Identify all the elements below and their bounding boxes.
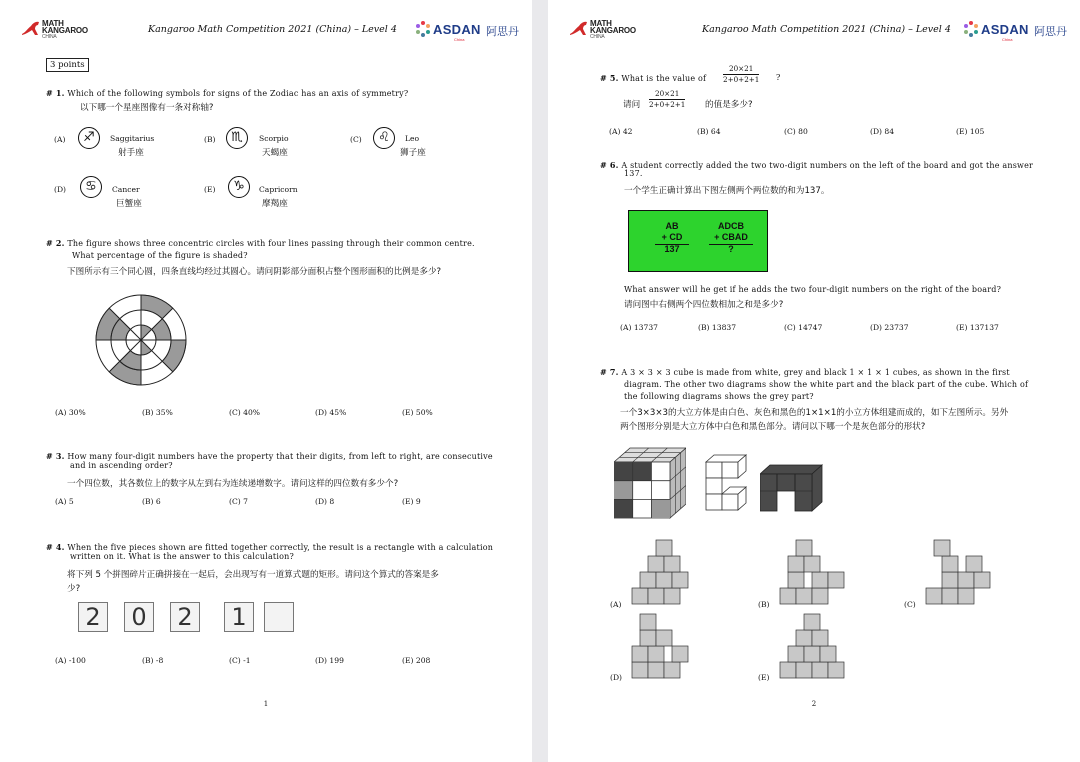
q2-chinese: 下图所示有三个同心圆，四条直线均经过其圆心。请问阴影部分面积占整个图形面积的比例是多少? — [67, 267, 442, 277]
q7-number: # 7. — [600, 367, 619, 377]
logo-line-math: MATH — [42, 19, 64, 28]
q1-option-d-en: Cancer — [112, 185, 140, 194]
q1-option-d-letter: (D) — [54, 185, 67, 194]
header-title: Kangaroo Math Competition 2021 (China) – Level 4 — [148, 24, 397, 35]
q6-number: # 6. — [600, 160, 619, 170]
sagittarius-icon: ♐ — [78, 127, 100, 149]
page-number: 1 — [263, 700, 269, 708]
q1-option-c-letter: (C) — [350, 135, 362, 144]
option-b-figure — [776, 536, 848, 608]
asdan-logo — [414, 20, 519, 42]
board-137: 137 — [664, 244, 680, 254]
q7-text — [600, 367, 1010, 377]
logo-line-math: MATH — [590, 19, 612, 28]
q1-option-c-cn: 狮子座 — [400, 148, 426, 158]
leo-icon: ♌ — [373, 127, 395, 149]
q4-chinese-2: 少? — [67, 584, 81, 594]
asdan-sub: China — [1002, 37, 1013, 42]
q5-question-mark: ? — [776, 73, 781, 82]
q2-option-b: (B) 35% — [142, 408, 173, 417]
q3-option-e: (E) 9 — [402, 497, 421, 506]
q7-option-d: (D) — [610, 673, 623, 682]
logo-line-kangaroo: KANGAROO — [42, 26, 88, 35]
q4-option-d: (D) 199 — [315, 656, 344, 665]
q5-option-b: (B) 64 — [697, 127, 721, 136]
asdan-logo — [962, 20, 1067, 42]
option-a-figure — [628, 536, 700, 608]
q1-option-e-letter: (E) — [204, 185, 216, 194]
q5-option-d: (D) 84 — [870, 127, 895, 136]
q2-number: # 2. — [46, 238, 65, 248]
q7-english-2: diagram. The other two diagrams show the white part and the black part of the cube. Which of — [624, 380, 1029, 389]
q4-english-2: written on it. What is the answer to this calculation? — [70, 552, 294, 561]
q5-chinese-pre: 请问 — [623, 100, 641, 110]
q5-chinese-post: 的值是多少? — [705, 100, 753, 110]
q7-english-1: A 3 × 3 × 3 cube is made from white, grey and black 1 × 1 × 1 cubes, as shown in the first — [621, 368, 1010, 377]
q1-english: Which of the following symbols for signs of the Zodiac has an axis of symmetry? — [67, 89, 409, 98]
q3-option-c: (C) 7 — [229, 497, 248, 506]
asdan-dots-icon — [414, 20, 432, 38]
scorpio-icon: ♏ — [226, 127, 248, 149]
puzzle-piece: 2 — [170, 602, 200, 632]
q4-option-b: (B) -8 — [142, 656, 164, 665]
q2-option-c: (C) 40% — [229, 408, 261, 417]
q6-english-1: A student correctly added the two two-digit numbers on the left of the board and got the answer — [621, 161, 1034, 170]
page-header — [0, 14, 532, 48]
q1-option-a-cn: 射手座 — [118, 148, 144, 158]
q2-text — [46, 238, 475, 248]
q7-chinese-2: 两个图形分别是大立方体中白色和黑色部分。请问以下哪一个是灰色部分的形状? — [620, 422, 926, 432]
black-part-figure — [760, 460, 832, 516]
q6-option-e: (E) 137137 — [956, 323, 999, 332]
q1-option-e-cn: 摩羯座 — [262, 199, 288, 209]
option-d-figure — [628, 610, 700, 682]
asdan-sub: China — [454, 37, 465, 42]
q7-option-e: (E) — [758, 673, 770, 682]
asdan-dots-icon — [962, 20, 980, 38]
asdan-wordmark: ASDAN — [981, 22, 1029, 37]
math-kangaroo-logo — [20, 18, 100, 42]
logo-line-kangaroo: KANGAROO — [590, 26, 636, 35]
points-label: 3 points — [46, 58, 89, 72]
page-1 — [0, 0, 532, 762]
q5-number: # 5. — [600, 73, 619, 83]
white-part-figure — [702, 452, 750, 516]
puzzle-piece: 2 — [78, 602, 108, 632]
cancer-icon: ♋ — [80, 176, 102, 198]
q1-number: # 1. — [46, 88, 65, 98]
q5-fraction — [723, 64, 759, 85]
q6-english-3: What answer will he get if he adds the two four-digit numbers on the right of the board? — [624, 285, 1002, 294]
board-unknown: ? — [728, 244, 734, 254]
q7-chinese-1: 一个3×3×3的大立方体是由白色、灰色和黑色的1×1×1的小立方体组建而成的，如下左图所示。另外 — [620, 408, 1009, 418]
q5-option-a: (A) 42 — [609, 127, 633, 136]
q4-english-1: When the five pieces shown are fitted together correctly, the result is a rectangle with a calculation — [67, 543, 494, 552]
q5-fraction-cn — [649, 89, 685, 110]
q2-option-a: (A) 30% — [55, 408, 86, 417]
full-cube-figure — [614, 446, 686, 520]
q3-option-d: (D) 8 — [315, 497, 335, 506]
q6-english-2: 137. — [624, 169, 643, 178]
q6-option-b: (B) 13837 — [698, 323, 737, 332]
q6-chinese-2: 请问图中右侧两个四位数相加之和是多少? — [624, 300, 784, 310]
q5-option-e: (E) 105 — [956, 127, 985, 136]
q3-text — [46, 451, 493, 461]
page-2 — [548, 0, 1080, 762]
q5-text — [600, 73, 706, 83]
asdan-chinese: 阿思丹 — [1034, 25, 1067, 38]
q7-option-b: (B) — [758, 600, 770, 609]
q2-option-e: (E) 50% — [402, 408, 433, 417]
page-number: 2 — [811, 700, 817, 708]
q5-option-c: (C) 80 — [784, 127, 808, 136]
logo-line-china: CHINA — [590, 34, 605, 40]
puzzle-piece — [264, 602, 294, 632]
board-adcb: ADCB — [718, 221, 744, 231]
q1-option-e-en: Capricorn — [259, 185, 298, 194]
asdan-chinese: 阿思丹 — [486, 25, 519, 38]
q1-chinese: 以下哪一个星座图像有一条对称轴? — [80, 103, 214, 113]
q5-fraction-denominator: 2+0+2+1 — [723, 75, 760, 84]
q3-option-b: (B) 6 — [142, 497, 161, 506]
q4-text — [46, 542, 493, 552]
q5-fraction-numerator: 20×21 — [649, 89, 685, 100]
board-ab: AB — [665, 221, 679, 231]
q6-option-d: (D) 23737 — [870, 323, 909, 332]
option-e-figure — [776, 610, 848, 682]
concentric-circles-figure — [93, 292, 189, 388]
q1-option-b-cn: 天蝎座 — [262, 148, 288, 158]
q5-fraction-numerator: 20×21 — [723, 64, 759, 75]
puzzle-piece: 1 — [224, 602, 254, 632]
q4-number: # 4. — [46, 542, 65, 552]
kangaroo-icon — [20, 18, 44, 38]
q1-option-a-en: Saggitarius — [110, 134, 155, 143]
page-header — [548, 14, 1080, 48]
q1-text — [46, 88, 408, 98]
q6-option-c: (C) 14747 — [784, 323, 823, 332]
q3-chinese: 一个四位数，其各数位上的数字从左到右为连续递增数字。请问这样的四位数有多少个? — [67, 479, 399, 489]
q4-option-c: (C) -1 — [229, 656, 251, 665]
q1-option-c-en: Leo — [405, 134, 420, 143]
board-cbad: + CBAD — [714, 232, 748, 242]
q1-option-d-cn: 巨蟹座 — [116, 199, 142, 209]
header-title: Kangaroo Math Competition 2021 (China) – Level 4 — [702, 24, 951, 35]
q1-option-b-en: Scorpio — [259, 134, 289, 143]
q2-english-2: What percentage of the figure is shaded? — [72, 251, 248, 260]
q4-option-a: (A) -100 — [55, 656, 86, 665]
q7-english-3: the following diagrams shows the grey part? — [624, 392, 814, 401]
q7-option-c: (C) — [904, 600, 916, 609]
asdan-wordmark: ASDAN — [433, 22, 481, 37]
q1-option-b-letter: (B) — [204, 135, 216, 144]
q4-chinese-1: 将下列 5 个拼图碎片正确拼接在一起后，会出现写有一道算式题的矩形。请问这个算式的答案是多 — [67, 570, 439, 580]
q6-chinese: 一个学生正确计算出下图左侧两个两位数的和为137。 — [624, 186, 830, 196]
puzzle-piece: 0 — [124, 602, 154, 632]
q4-option-e: (E) 208 — [402, 656, 431, 665]
q1-option-a-letter: (A) — [54, 135, 66, 144]
kangaroo-icon — [568, 18, 592, 38]
q2-option-d: (D) 45% — [315, 408, 347, 417]
logo-line-china: CHINA — [42, 34, 57, 40]
capricorn-icon: ♑ — [228, 176, 250, 198]
q3-english-2: and in ascending order? — [70, 461, 173, 470]
q5-fraction-denominator: 2+0+2+1 — [649, 100, 686, 109]
board-cd: + CD — [661, 232, 683, 242]
green-board — [628, 210, 768, 272]
q6-text — [600, 160, 1033, 170]
option-c-figure — [922, 536, 994, 608]
math-kangaroo-logo — [568, 18, 648, 42]
q3-english-1: How many four-digit numbers have the property that their digits, from left to right, are consecutive — [67, 452, 493, 461]
q6-option-a: (A) 13737 — [620, 323, 658, 332]
q3-option-a: (A) 5 — [55, 497, 74, 506]
q2-english-1: The figure shows three concentric circles with four lines passing through their common centre. — [67, 239, 475, 248]
q7-option-a: (A) — [610, 600, 622, 609]
q3-number: # 3. — [46, 451, 65, 461]
q5-english: What is the value of — [621, 74, 707, 83]
